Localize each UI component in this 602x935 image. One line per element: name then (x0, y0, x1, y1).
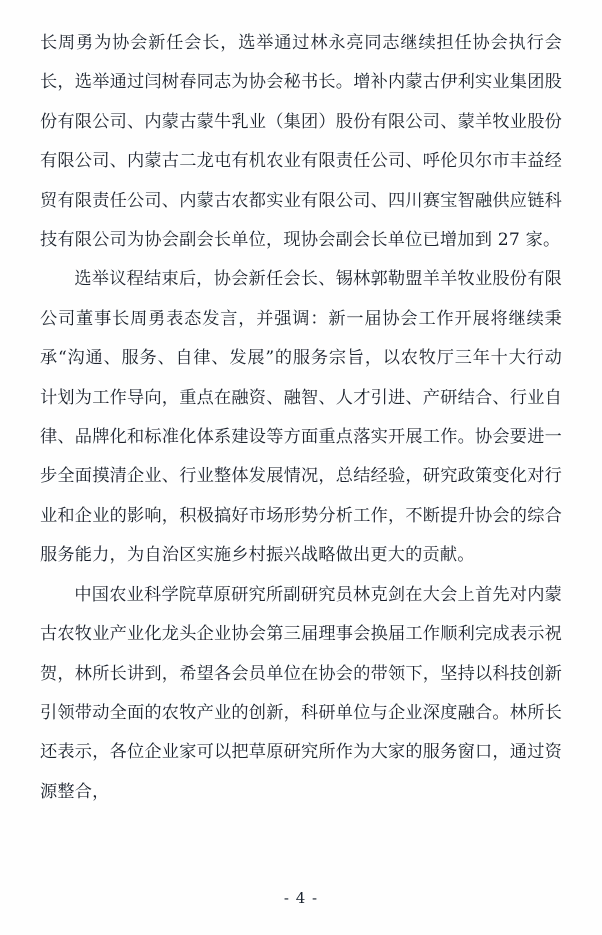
paragraph-1: 长周勇为协会新任会长，选举通过林永亮同志继续担任协会执行会长，选举通过闫树春同志为协会秘书长。增补内蒙古伊利实业集团股份有限公司、内蒙古蒙牛乳业（集团）股份有限公司、蒙羊牧业股份有限公司、内蒙古二龙屯有机农业有限责任公司、呼伦贝尔市丰益经贸有限责任公司、内蒙古农都实业有限公司、四川赛宝智融供应链科技有限公司为协会副会长单位，现协会副会长单位已增加到 27 家。 (40, 33, 562, 251)
paragraph-2: 选举议程结束后，协会新任会长、锡林郭勒盟羊羊牧业股份有限公司董事长周勇表态发言，并强调：新一届协会工作开展将继续秉承“沟通、服务、自律、发展”的服务宗旨，以农牧厅三年十大行动计划为工作导向，重点在融资、融智、人才引进、产研结合、行业自律、品牌化和标准化体系建设等方面重点落实开展工作。协会要进一步全面摸清企业、行业整体发展情况，总结经验，研究政策变化对行业和企业的影响，积极搞好市场形势分析工作，不断提升协会的综合服务能力，为自治区实施乡村振兴战略做出更大的贡献。 (40, 269, 562, 566)
page-number: - 4 - (283, 889, 319, 907)
document-body (40, 24, 562, 812)
paragraph-3: 中国农业科学院草原研究所副研究员林克剑在大会上首先对内蒙古农牧业产业化龙头企业协会第三届理事会换届工作顺利完成表示祝贺，林所长讲到，希望各会员单位在协会的带领下，坚持以科技创新引领带动全面的农牧产业的创新，科研单位与企业深度融合。林所长还表示，各位企业家可以把草原研究所作为大家的服务窗口，通过资源整合， (40, 584, 562, 802)
